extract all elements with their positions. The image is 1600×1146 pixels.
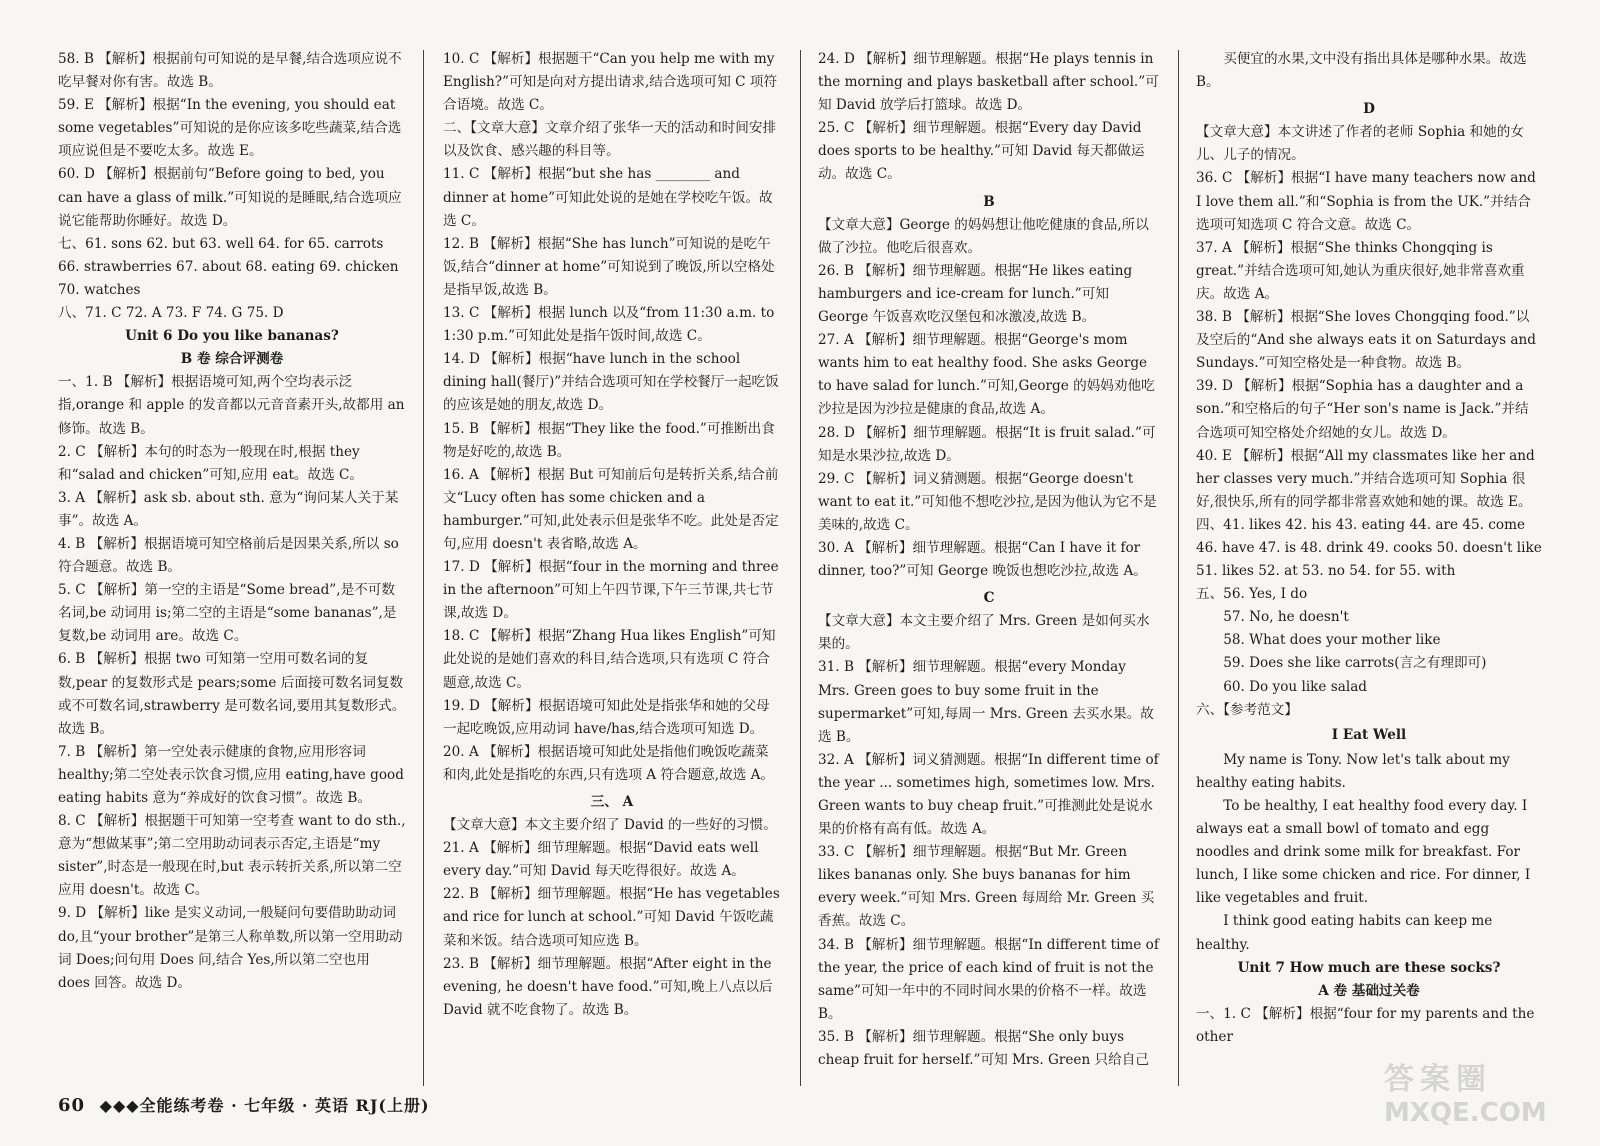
answer-59-section-5: 59. Does she like carrots(言之有理即可)	[1223, 655, 1487, 672]
passage-d-summary: 【文章大意】本文讲述了作者的老师 Sophia 和她的女儿、儿子的情况。	[1196, 124, 1524, 164]
answer-unit7-1: 一、1. C 【解析】根据“four for my parents and the other	[1196, 1005, 1535, 1045]
paper-b-heading: B 卷 综合评测卷	[180, 351, 284, 368]
passage-c-summary: 【文章大意】本文主要介绍了 Mrs. Green 是如何买水果的。	[818, 613, 1150, 653]
answer-5: 5. C 【解析】第一空的主语是“Some bread”,是不可数名词,be 动词用 is;第二空的主语是“some bananas”,是复数,be 动词用 are。故选 C。	[58, 582, 397, 645]
essay-paragraph-3: I think good eating habits can keep me healthy.	[1196, 913, 1493, 953]
answer-2: 2. C 【解析】本句的时态为一般现在时,根据 they 和“salad and chicken”可知,应用 eat。故选 C。	[58, 443, 364, 483]
unit-7-heading: Unit 7 How much are these socks?	[1237, 959, 1501, 976]
page-footer	[58, 1093, 430, 1116]
passage-b-heading: B	[983, 193, 995, 210]
answer-12: 12. B 【解析】根据“She has lunch”可知说的是吃午饭,结合“dinner at home”可知说到了晚饭,所以空格处是指早饭,故选 B。	[443, 235, 775, 298]
answer-section-4: 四、41. likes 42. his 43. eating 44. are 45. come 46. have 47. is 48. drink 49. cooks 50. doesn't like 51. likes 52. at 53. no 54. for 55. with	[1196, 516, 1542, 580]
answer-6: 6. B 【解析】根据 two 可知第一空用可数名词的复数,pear 的复数形式是 pears;some 后面接可数名词复数或不可数名词,strawberry 是可数名词,要用其复数形式。故选 B。	[58, 651, 406, 737]
answer-20: 20. A 【解析】根据语境可知此处是指他们晚饭吃蔬菜和肉,此处是指吃的东西,只有选项 A 符合题意,故选 A。	[443, 743, 775, 783]
answer-3: 3. A 【解析】ask sb. about sth. 意为“询问某人关于某事”。故选 A。	[58, 489, 399, 529]
column-3	[818, 48, 1160, 1086]
answer-58-section-5: 58. What does your mother like	[1223, 632, 1441, 649]
answer-56: 五、56. Yes, I do	[1196, 586, 1308, 603]
answer-30: 30. A 【解析】细节理解题。根据“Can I have it for dinner, too?”可知 George 晚饭也想吃沙拉,故选 A。	[818, 539, 1147, 580]
essay-paragraph-2: To be healthy, I eat healthy food every day. I always eat a small bowl of tomato and egg noodles and drink some milk for breakfast. For lunch, I like some chicken and rice. For dinner, I like vegetables and fruit.	[1196, 798, 1531, 907]
answer-9: 9. D 【解析】like 是实义动词,一般疑问句要借助助动词 do,且“your brother”是第三人称单数,所以第一空用助动词 Does;问句用 Does 问,结合 Yes,所以第二空也用 does 回答。故选 D。	[58, 905, 403, 991]
column-divider	[1178, 50, 1179, 1086]
section-2-summary: 二、【文章大意】文章介绍了张华一天的活动和时间安排以及饮食、感兴趣的科目等。	[443, 120, 777, 160]
answer-15: 15. B 【解析】根据“They like the food.”可推断出食物是好吃的,故选 B。	[443, 420, 775, 460]
answer-22: 22. B 【解析】细节理解题。根据“He has vegetables and rice for lunch at school.”可知 David 午饭吃蔬菜和米饭。结合选项可知应选 B。	[443, 886, 780, 949]
answer-37: 37. A 【解析】根据“She thinks Chongqing is great.”并结合选项可知,她认为重庆很好,她非常喜欢重庆。故选 A。	[1196, 239, 1525, 302]
answer-23: 23. B 【解析】细节理解题。根据“After eight in the evening, he doesn't have food.”可知,晚上八点以后 David 就不吃食物了。故选 B。	[443, 955, 773, 1018]
answer-60-section-5: 60. Do you like salad	[1223, 678, 1368, 695]
answer-19: 19. D 【解析】根据语境可知此处是指张华和她的父母一起吃晚饭,应用动词 have/has,结合选项可知选 D。	[443, 697, 770, 737]
section-3a-summary: 【文章大意】本文主要介绍了 David 的一些好的习惯。	[443, 817, 777, 834]
answer-35-continued: 买便宜的水果,文中没有指出具体是哪种水果。故选 B。	[1196, 51, 1527, 91]
model-essay-label: 六、【参考范文】	[1196, 701, 1298, 718]
answer-60: 60. D 【解析】根据前句“Before going to bed, you can have a glass of milk.”可知说的是睡眠,结合选项应说它能帮助你睡好。故选 D。	[58, 166, 402, 229]
paper-a-heading: A 卷 基础过关卷	[1318, 982, 1420, 999]
answer-section-7: 七、61. sons 62. but 63. well 64. for 65. carrots 66. strawberries 67. about 68. eating 69. chicken 70. watches	[58, 235, 399, 298]
unit-6-heading: Unit 6 Do you like bananas?	[125, 328, 339, 345]
answer-section-8: 八、71. C 72. A 73. F 74. G 75. D	[58, 305, 284, 322]
answer-25: 25. C 【解析】细节理解题。根据“Every day David does sports to be healthy.”可知 David 每天都做运动。故选 C。	[818, 120, 1145, 183]
answer-11: 11. C 【解析】根据“but she has ________ and dinner at home”可知此处说的是她在学校吃午饭。故选 C。	[443, 166, 773, 229]
footer-book-title: ◆◆◆全能练考卷 · 七年级 · 英语 RJ(上册)	[99, 1096, 430, 1115]
model-essay-title: I Eat Well	[1331, 726, 1407, 743]
answer-21: 21. A 【解析】细节理解题。根据“David eats well every day.”可知 David 每天吃得很好。故选 A。	[443, 840, 759, 880]
answer-1: 一、1. B 【解析】根据语境可知,两个空均表示泛指,orange 和 apple 的发音都以元音音素开头,故都用 an 修饰。故选 B。	[58, 374, 405, 437]
answer-33: 33. C 【解析】细节理解题。根据“But Mr. Green likes bananas only. She buys bananas for him every week.”可知 Mrs. Green 每周给 Mr. Green 买香蕉。故选 C。	[818, 844, 1155, 930]
answer-16: 16. A 【解析】根据 But 可知前后句是转折关系,结合前文“Lucy often has some chicken and a hamburger.”可知,此处表示但是张华不吃。此处是否定句,应用 doesn't 表省略,故选 A。	[443, 466, 779, 552]
watermark-url: MXQE.COM	[1384, 1098, 1547, 1128]
essay-paragraph-1: My name is Tony. Now let's talk about my healthy eating habits.	[1196, 751, 1510, 791]
answer-10: 10. C 【解析】根据题干“Can you help me with my English?”可知是向对方提出请求,结合选项可知 C 项符合语境。故选 C。	[443, 51, 778, 114]
answer-4: 4. B 【解析】根据语境可知空格前后是因果关系,所以 so 符合题意。故选 B。	[58, 535, 399, 576]
answer-17: 17. D 【解析】根据“four in the morning and three in the afternoon”可知上午四节课,下午三节课,共七节课,故选 D。	[443, 559, 779, 622]
answer-27: 27. A 【解析】细节理解题。根据“George's mom wants him to eat healthy food. She asks George to have salad for lunch.”可知,George 的妈妈劝他吃沙拉是因为沙拉是健康的食品,故选 A。	[818, 332, 1155, 418]
column-2	[443, 48, 781, 1086]
answer-58: 58. B 【解析】根据前句可知说的是早餐,结合选项应说不吃早餐对你有害。故选 B。	[58, 51, 402, 91]
answer-28: 28. D 【解析】细节理解题。根据“It is fruit salad.”可知是水果沙拉,故选 D。	[818, 424, 1156, 464]
answer-59: 59. E 【解析】根据“In the evening, you should eat some vegetables”可知说的是你应该多吃些蔬菜,结合选项应说但是不要吃太多。故选 E。	[58, 97, 402, 160]
passage-c-heading: C	[983, 590, 995, 607]
answer-38: 38. B 【解析】根据“She loves Chongqing food.”以及空后的“And she always eats it on Saturdays and Sundays.”可知空格处是一种食物。故选 B。	[1196, 309, 1536, 372]
watermark-logo: 答案圈	[1384, 1062, 1492, 1097]
answer-29: 29. C 【解析】词义猜测题。根据“George doesn't want to eat it.”可知他不想吃沙拉,是因为他认为它不是美味的,故选 C。	[818, 470, 1157, 533]
answer-31: 31. B 【解析】细节理解题。根据“every Monday Mrs. Green goes to buy some fruit in the supermarket”可知,每周一 Mrs. Green 去买水果。故选 B。	[818, 659, 1154, 745]
answer-40: 40. E 【解析】根据“All my classmates like her and her classes very much.”并结合选项可知 Sophia 很好,很快乐,所有的同学都非常喜欢她和她的课。故选 E。	[1196, 447, 1535, 510]
answer-13: 13. C 【解析】根据 lunch 以及“from 11:30 a.m. to 1:30 p.m.”可知此处是指午饭时间,故选 C。	[443, 305, 775, 345]
answer-14: 14. D 【解析】根据“have lunch in the school dining hall(餐厅)”并结合选项可知在学校餐厅一起吃饭的应该是她的朋友,故选 D。	[443, 351, 779, 414]
answer-32: 32. A 【解析】词义猜测题。根据“In different time of the year ... sometimes high, sometimes low. Mrs. Green wants to buy cheap fruit.”可推测此处是说水果的价格有高有低。故选 A。	[818, 751, 1159, 838]
passage-b-summary: 【文章大意】George 的妈妈想让他吃健康的食品,所以做了沙拉。他吃后很喜欢。	[818, 216, 1149, 256]
page-number: 60	[58, 1095, 86, 1116]
answer-36: 36. C 【解析】根据“I have many teachers now and I love them all.”和“Sophia is from the UK.”并结合选项可知选项 C 符合文意。故选 C。	[1196, 170, 1536, 233]
passage-d-heading: D	[1363, 101, 1375, 118]
answer-34: 34. B 【解析】细节理解题。根据“In different time of the year, the price of each kind of fruit is not the same”可知一年中的不同时间水果的价格不一样。故选 B。	[818, 936, 1159, 1022]
column-1	[58, 48, 406, 1086]
column-divider	[423, 50, 424, 1086]
section-3-heading: 三、 A	[590, 794, 634, 810]
answer-8: 8. C 【解析】根据题干可知第一空考查 want to do sth.,意为“想做某事”;第二空用助动词表示否定,主语是“my sister”,时态是一般现在时,but 表示转折关系,所以第二空应用 doesn't。故选 C。	[58, 813, 406, 899]
column-4	[1196, 48, 1542, 1086]
answer-18: 18. C 【解析】根据“Zhang Hua likes English”可知此处说的是她们喜欢的科目,结合选项,只有选项 C 符合题意,故选 C。	[443, 628, 776, 691]
answer-35: 35. B 【解析】细节理解题。根据“She only buys cheap fruit for herself.”可知 Mrs. Green 只给自己	[818, 1028, 1149, 1069]
column-divider	[800, 50, 801, 1086]
answer-7: 7. B 【解析】第一空处表示健康的食物,应用形容词 healthy;第二空处表示饮食习惯,应用 eating,have good eating habits 意为“养成好的饮食习惯”。故选 B。	[58, 743, 404, 806]
answer-57: 57. No, he doesn't	[1223, 609, 1349, 626]
answer-26: 26. B 【解析】细节理解题。根据“He likes eating hamburgers and ice-cream for lunch.”可知 George 午饭喜欢吃汉堡包和冰激凌,故选 B。	[818, 262, 1133, 326]
answer-39: 39. D 【解析】根据“Sophia has a daughter and a son.”和空格后的句子“Her son's name is Jack.”并结合选项可知空格处介绍她的女儿。故选 D。	[1196, 378, 1529, 441]
answer-24: 24. D 【解析】细节理解题。根据“He plays tennis in the morning and plays basketball after school.”可知 David 放学后打篮球。故选 D。	[818, 51, 1159, 114]
site-watermark	[1384, 1054, 1564, 1128]
